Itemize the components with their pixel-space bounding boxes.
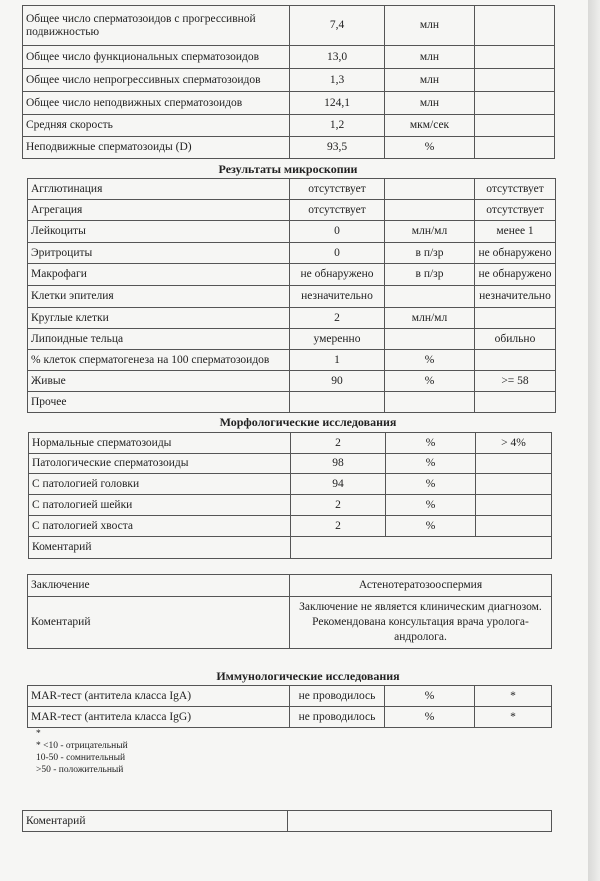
microscopy-unit [385, 179, 475, 200]
param-unit: % [385, 137, 475, 159]
table-row [23, 6, 555, 46]
microscopy-unit [385, 200, 475, 221]
morphology-value: 98 [291, 454, 386, 474]
microscopy-value: 0 [290, 221, 385, 243]
microscopy-unit: в п/зр [385, 264, 475, 286]
morphology-value: 2 [291, 516, 386, 537]
microscopy-unit: % [385, 350, 475, 371]
morphology-label: С патологией хвоста [29, 516, 291, 537]
microscopy-value: 1 [290, 350, 385, 371]
table-row [29, 495, 552, 516]
microscopy-label: % клеток сперматогенеза на 100 сперматозоидов [28, 350, 290, 371]
param-value: 1,2 [290, 115, 385, 137]
microscopy-value: не обнаружено [290, 264, 385, 286]
microscopy-label: Клетки эпителия [28, 286, 290, 308]
morphology-label: Нормальные сперматозоиды [29, 433, 291, 454]
microscopy-norm [475, 392, 556, 413]
param-label: Общее число сперматозоидов с прогрессивной подвижностью [23, 6, 290, 46]
param-unit: млн [385, 46, 475, 69]
microscopy-value: умеренно [290, 329, 385, 350]
microscopy-norm [475, 350, 556, 371]
morphology-label: С патологией головки [29, 474, 291, 495]
param-norm [475, 92, 555, 115]
table-row [28, 707, 552, 728]
final-comment-value [288, 811, 552, 832]
final-comment-table [22, 810, 552, 832]
conclusion-value: Астенотератозооспермия [290, 575, 552, 597]
param-norm [475, 137, 555, 159]
immunology-label: MAR-тест (антитела класса IgG) [28, 707, 290, 728]
param-label: Общее число функциональных сперматозоидов [23, 46, 290, 69]
microscopy-label: Лейкоциты [28, 221, 290, 243]
morphology-norm [476, 516, 552, 537]
morphology-value: 2 [291, 433, 386, 454]
table-row [28, 200, 556, 221]
table-row [28, 575, 552, 597]
morphology-unit: % [386, 454, 476, 474]
immunology-norm: * [475, 707, 552, 728]
morphology-norm: > 4% [476, 433, 552, 454]
microscopy-value: незначительно [290, 286, 385, 308]
microscopy-value [290, 392, 385, 413]
microscopy-label: Липоидные тельца [28, 329, 290, 350]
footnote-line: 10-50 - сомнительный [36, 753, 126, 763]
microscopy-unit [385, 392, 475, 413]
footnote-star: * [36, 729, 41, 739]
conclusion-table [27, 574, 552, 649]
table-row [23, 811, 552, 832]
immunology-label: MAR-тест (антитела класса IgA) [28, 686, 290, 707]
microscopy-norm: отсутствует [475, 200, 556, 221]
param-value: 7,4 [290, 6, 385, 46]
morphology-unit: % [386, 474, 476, 495]
table-row [28, 686, 552, 707]
morphology-value: 2 [291, 495, 386, 516]
table-row [29, 454, 552, 474]
table-row [28, 392, 556, 413]
conclusion-label: Заключение [28, 575, 290, 597]
microscopy-norm: обильно [475, 329, 556, 350]
conclusion-comment-text: Заключение не является клиническим диагнозом. Рекомендована консультация врача уролога-андролога. [290, 597, 552, 649]
table-row [28, 350, 556, 371]
microscopy-unit: млн/мл [385, 308, 475, 329]
table-row [23, 115, 555, 137]
table-row [28, 243, 556, 264]
param-value: 124,1 [290, 92, 385, 115]
microscopy-unit: в п/зр [385, 243, 475, 264]
table-row [28, 179, 556, 200]
morphology-value: 94 [291, 474, 386, 495]
table-row [28, 308, 556, 329]
param-norm [475, 6, 555, 46]
microscopy-value: отсутствует [290, 179, 385, 200]
morphology-comment-label: Коментарий [29, 537, 291, 559]
param-unit: млн [385, 6, 475, 46]
microscopy-norm: >= 58 [475, 371, 556, 392]
sperm-params-table [22, 5, 555, 159]
microscopy-value: 90 [290, 371, 385, 392]
param-norm [475, 69, 555, 92]
table-row [28, 329, 556, 350]
table-row [28, 286, 556, 308]
microscopy-norm: отсутствует [475, 179, 556, 200]
table-row [28, 264, 556, 286]
immunology-norm: * [475, 686, 552, 707]
morphology-unit: % [386, 495, 476, 516]
param-value: 1,3 [290, 69, 385, 92]
table-row [29, 537, 552, 559]
footnote-line: * <10 - отрицательный [36, 741, 128, 751]
table-row [29, 433, 552, 454]
microscopy-norm: незначительно [475, 286, 556, 308]
table-row [23, 46, 555, 69]
param-norm [475, 46, 555, 69]
morphology-label: С патологией шейки [29, 495, 291, 516]
param-unit: млн [385, 92, 475, 115]
param-label: Неподвижные сперматозоиды (D) [23, 137, 290, 159]
table-row [23, 137, 555, 159]
microscopy-table [27, 178, 556, 413]
microscopy-label: Эритроциты [28, 243, 290, 264]
morphology-title: Морфологические исследования [219, 415, 397, 429]
table-row [28, 597, 552, 649]
microscopy-label: Прочее [28, 392, 290, 413]
microscopy-value: отсутствует [290, 200, 385, 221]
immunology-unit: % [385, 707, 475, 728]
param-unit: млн [385, 69, 475, 92]
table-row [23, 69, 555, 92]
morphology-label: Патологические сперматозоиды [29, 454, 291, 474]
microscopy-unit [385, 329, 475, 350]
table-row [23, 92, 555, 115]
microscopy-unit: % [385, 371, 475, 392]
immunology-value: не проводилось [290, 707, 385, 728]
morphology-table [28, 432, 552, 559]
morphology-unit: % [386, 516, 476, 537]
microscopy-label: Живые [28, 371, 290, 392]
microscopy-value: 0 [290, 243, 385, 264]
param-label: Общее число неподвижных сперматозоидов [23, 92, 290, 115]
immunology-title: Иммунологические исследования [216, 669, 400, 683]
morphology-norm [476, 495, 552, 516]
param-unit: мкм/сек [385, 115, 475, 137]
param-value: 93,5 [290, 137, 385, 159]
microscopy-norm: не обнаружено [475, 264, 556, 286]
footnote-line: >50 - положительный [36, 765, 124, 775]
microscopy-label: Круглые клетки [28, 308, 290, 329]
param-norm [475, 115, 555, 137]
table-row [29, 516, 552, 537]
table-row [28, 221, 556, 243]
microscopy-value: 2 [290, 308, 385, 329]
morphology-comment-value [291, 537, 552, 559]
table-row [28, 371, 556, 392]
immunology-table [27, 685, 552, 728]
morphology-unit: % [386, 433, 476, 454]
microscopy-title: Результаты микроскопии [218, 162, 358, 176]
param-label: Средняя скорость [23, 115, 290, 137]
microscopy-label: Макрофаги [28, 264, 290, 286]
microscopy-unit: млн/мл [385, 221, 475, 243]
microscopy-label: Агглютинация [28, 179, 290, 200]
morphology-norm [476, 454, 552, 474]
table-row [29, 474, 552, 495]
microscopy-norm: не обнаружено [475, 243, 556, 264]
param-label: Общее число непрогрессивных сперматозоидов [23, 69, 290, 92]
final-comment-label: Коментарий [23, 811, 288, 832]
microscopy-unit [385, 286, 475, 308]
microscopy-norm [475, 308, 556, 329]
immunology-value: не проводилось [290, 686, 385, 707]
param-value: 13,0 [290, 46, 385, 69]
morphology-norm [476, 474, 552, 495]
page-edge-shadow [588, 0, 600, 881]
conclusion-comment-label: Коментарий [28, 597, 290, 649]
immunology-unit: % [385, 686, 475, 707]
microscopy-label: Агрегация [28, 200, 290, 221]
microscopy-norm: менее 1 [475, 221, 556, 243]
